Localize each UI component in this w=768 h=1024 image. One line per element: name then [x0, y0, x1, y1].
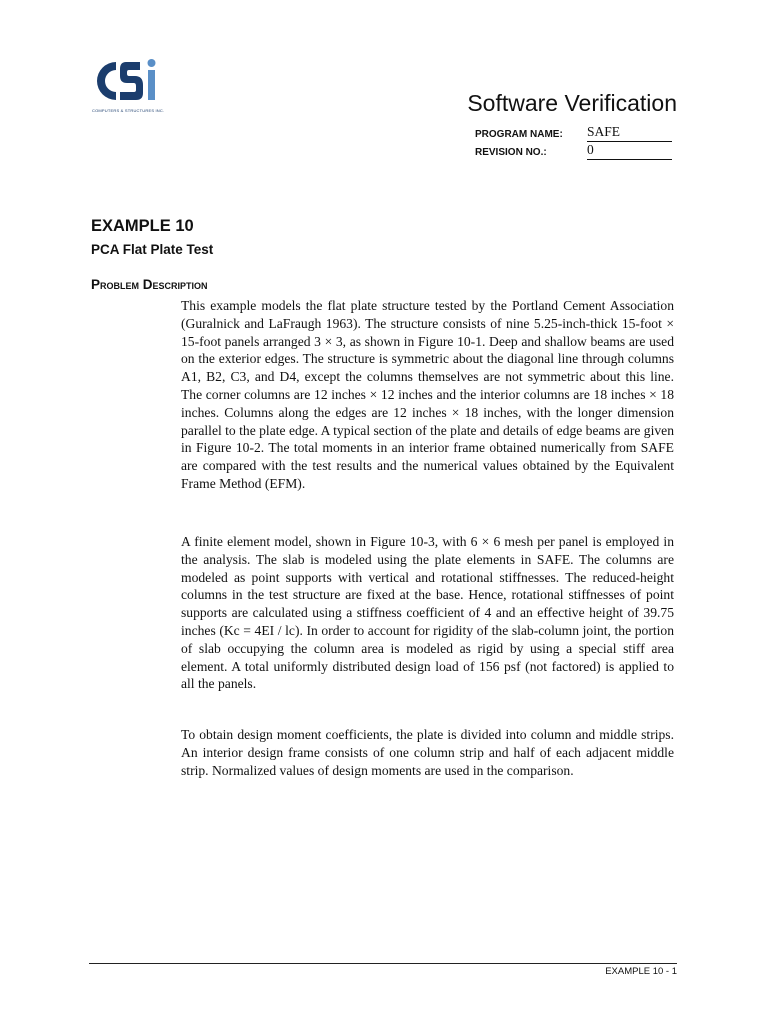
paragraph-text: A finite element model, shown in Figure 10-3, with 6 × 6 mesh per panel is employed in the analysis. The slab is modeled using the plate elements in SAFE. The columns are modeled as point supports with vertical and rotational stiffnesses. The reduced-height columns in the test structure are fixed at the base. Hence, rotational stiffnesses of point supports are calculated using a stiffness coefficient of 4 and an effective height of 39.75 inches (Kc = 4EI / lc). In order to account for rigidity of the slab-column joint, the portion of slab occupying the column area is modeled as rigid by using a special stiff area element. A total uniformly distributed design load of 156 psf (not factored) is applied to all the panels. — [181, 534, 674, 692]
paragraph-2 — [181, 533, 674, 693]
paragraph-1 — [181, 297, 674, 493]
revision-value: 0 — [587, 142, 672, 160]
page-title: Software Verification — [467, 90, 677, 116]
logo-i-stem — [148, 70, 155, 100]
paragraph-3 — [181, 726, 674, 779]
example-subtitle: PCA Flat Plate Test — [91, 242, 214, 257]
program-name-label: PROGRAM NAME: — [475, 129, 563, 140]
program-name-row — [475, 124, 672, 142]
program-name-value: SAFE — [587, 124, 672, 142]
page-number: EXAMPLE 10 - 1 — [605, 966, 677, 977]
logo-s-shape — [120, 62, 143, 100]
logo-i-dot — [148, 59, 156, 67]
paragraph-text: This example models the flat plate structure tested by the Portland Cement Association (Guralnick and LaFraugh 1963). The structure consists of nine 5.25-inch-thick 15-foot × 15-foot panels arranged 3 × 3, as shown in Figure 10-1. Deep and shallow beams are used on the exterior edges. The structure is symmetric about the diagonal line through columns A1, B2, C3, and D4, except the columns themselves are not symmetric about this line. The corner columns are 12 inches × 12 inches and the interior columns are 18 inches × 18 inches. Columns along the edges are 12 inches × 18 inches, with the longer dimension parallel to the plate edge. A typical section of the plate and details of edge beams are given in Figure 10-2. The total moments in an interior frame obtained numerically from SAFE are compared with the test results and the numerical values obtained by the Equivalent Frame Method (EFM). — [181, 298, 674, 491]
footer-divider — [89, 963, 677, 964]
revision-label: REVISION NO.: — [475, 147, 547, 158]
logo-subtitle: COMPUTERS & STRUCTURES INC. — [92, 108, 165, 113]
logo-c-shape — [97, 62, 116, 100]
section-heading: Problem Description — [91, 277, 208, 292]
revision-row — [475, 142, 672, 160]
example-number: EXAMPLE 10 — [91, 217, 194, 235]
paragraph-text: To obtain design moment coefficients, the plate is divided into column and middle strips. An interior design frame consists of one column strip and half of each adjacent middle strip. Normalized values of design moments are used in the comparison. — [181, 727, 674, 778]
